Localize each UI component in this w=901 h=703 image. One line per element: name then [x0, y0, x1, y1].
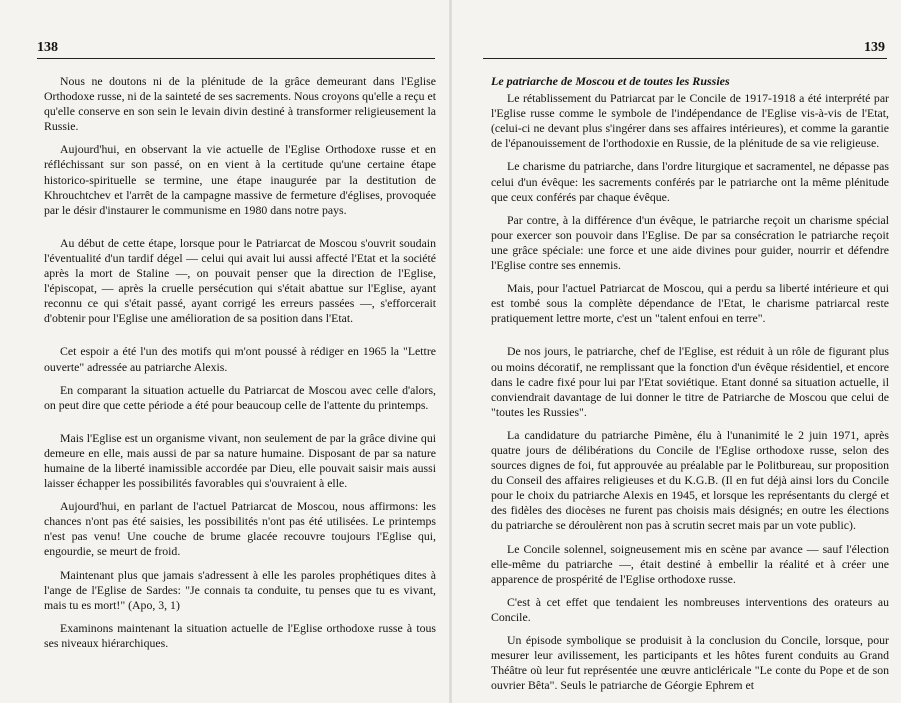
- paragraph: Maintenant plus que jamais s'adressent à elle les paroles prophétiques dites à l'ange de l'Eglise de Sardes: "Je connais ta conduite, tu penses que tu es vivant, mais tu es mort!" (Apo, 3, 1): [44, 567, 436, 612]
- right-page: [451, 0, 901, 703]
- paragraph: Aujourd'hui, en observant la vie actuelle de l'Eglise Orthodoxe russe et en réfléchissant sur son passé, on en vient à la certitude qu'une certaine étape historico-spirituelle se termine, une étape inaugurée par la destitution de Khrouchtchev et l'arrêt de la campagne massive de fermeture d'églises, provoquée par le désir d'instaurer le communisme en 1980 dans notre pays.: [44, 142, 436, 217]
- paragraph: Le charisme du patriarche, dans l'ordre liturgique et sacramentel, ne dépasse pas celui d'un évêque: les sacrements conférés par le patriarche ont la même plénitude que ceux conférés par chaque évêque.: [491, 159, 889, 204]
- paragraph: En comparant la situation actuelle du Patriarcat de Moscou avec celle d'alors, on peut dire que cette période a été pour beaucoup celle de l'attente du printemps.: [44, 382, 436, 412]
- paragraph: C'est à cet effet que tendaient les nombreuses interventions des orateurs au Concile.: [491, 594, 889, 624]
- paragraph: Aujourd'hui, en parlant de l'actuel Patriarcat de Moscou, nous affirmons: les chances n'ont pas été saisies, les possibilités n'ont pas été utilisées. Le printemps n'est pas venu! Une couche de brume glacée recouvre toujours l'Eglise qui, engourdie, se meurt de froid.: [44, 499, 436, 559]
- paragraph: Cet espoir a été l'un des motifs qui m'ont poussé à rédiger en 1965 la "Lettre ouverte" adressée au patriarche Alexis.: [44, 344, 436, 374]
- paragraph: Le Concile solennel, soigneusement mis en scène par avance — sauf l'élection elle-même du patriarche —, était destiné à embellir la réalité et à créer une apparence de prospérité de l'Eglise orthodoxe russe.: [491, 541, 889, 586]
- paragraph: La candidature du patriarche Pimène, élu à l'unanimité le 2 juin 1971, après quatre jours de délibérations du Concile de l'Eglise orthodoxe russe, selon des sources dignes de foi, fut approuvée au préalable par le Politbureau, sur proposition du Conseil des affaires religieuses et du K.G.B. (Il en fut déjà ainsi lors du Concile pour le choix du patriarche Alexis en 1945, et lorsque les représentants du clergé et des fidèles des diocèses ne furent pas choisis mais désignés; en outre les élections du patriarche se déroulèrent non pas à scrutin secret mais par un vote public).: [491, 427, 889, 533]
- paragraph: Un épisode symbolique se produisit à la conclusion du Concile, lorsque, pour mesurer leur avilissement, les participants et les hôtes furent conduits au Grand Théâtre où leur fut représentée une œuvre anticléricale "Le conte du Pope et de son ouvrier Bêta". Seuls le patriarche de Géorgie Ephrem et: [491, 633, 889, 693]
- paragraph: Au début de cette étape, lorsque pour le Patriarcat de Moscou s'ouvrit soudain l'éventualité d'un tardif dégel — celui qui avait lui aussi affecté l'Etat et la société après la mort de Staline —, on pouvait penser que la direction de l'Eglise, l'épiscopat, — après la cruelle persécution qui s'était abattue sur l'Eglise, ayant reconnu ce qui s'était passé, ayant corrigé les erreurs passées —, s'efforcerait d'obtenir pour l'Eglise une amélioration de sa position dans l'Etat.: [44, 235, 436, 326]
- paragraph: Le rétablissement du Patriarcat par le Concile de 1917-1918 a été interprété par l'Eglise russe comme le symbole de l'indépendance de l'Eglise vis-à-vis de l'Etat, (celui-ci ne devant plus s'ingérer dans ses affaires intérieures), et comme la garantie de l'épanouissement de l'orthodoxie en Russie, de la plénitude de sa vie religieuse.: [491, 91, 889, 151]
- paragraph: Mais, pour l'actuel Patriarcat de Moscou, qui a perdu sa liberté intérieure et qui est tombé sous la complète dépendance de l'Etat, le charisme patriarcal reste pratiquement lettre morte, c'est un "talent enfoui en terre".: [491, 281, 889, 326]
- header-rule-right: [483, 58, 887, 59]
- left-page-body: [44, 74, 436, 659]
- page-number-left: 138: [37, 40, 58, 55]
- paragraph: Par contre, à la différence d'un évêque, le patriarche reçoit un charisme spécial pour exercer son pouvoir dans l'Eglise. De par sa consécration le patriarche reçoit une grâce spéciale: une force et une aide divines pour guider, nourrir et défendre l'Eglise contre ses ennemis.: [491, 212, 889, 273]
- paragraph: Mais l'Eglise est un organisme vivant, non seulement de par la grâce divine qui demeure en elle, mais aussi de par sa nature humaine. Disposant de par sa nature humaine de la liberté inamissible accordée par Dieu, elle pouvait saisir mais aussi laisser échapper les possibilités favorables qui s'ouvraient à elle.: [44, 430, 436, 491]
- paragraph: Nous ne doutons ni de la plénitude de la grâce demeurant dans l'Eglise Orthodoxe russe, ni de la sainteté de ses sacrements. Nous croyons qu'elle a reçu et qu'elle conserve en son sein le levain divin destiné à transformer religieusement la Russie.: [44, 74, 436, 134]
- paragraph: Examinons maintenant la situation actuelle de l'Eglise orthodoxe russe à tous ses niveaux hiérarchiques.: [44, 620, 436, 650]
- right-page-body: [491, 74, 889, 701]
- section-heading: Le patriarche de Moscou et de toutes les Russies: [491, 74, 730, 88]
- page-number-right: 139: [864, 40, 885, 55]
- header-rule-left: [37, 58, 435, 59]
- paragraph: De nos jours, le patriarche, chef de l'Eglise, est réduit à un rôle de figurant plus ou moins décoratif, ne remplissant que la fonction d'un évêque résidentiel, et encore dans le cadre fixé pour lui par l'Etat soviétique. Etant donné sa situation actuelle, il conviendrait davantage de lui donner le titre de Patriarche de Moscou que celui de "toutes les Russies".: [491, 344, 889, 419]
